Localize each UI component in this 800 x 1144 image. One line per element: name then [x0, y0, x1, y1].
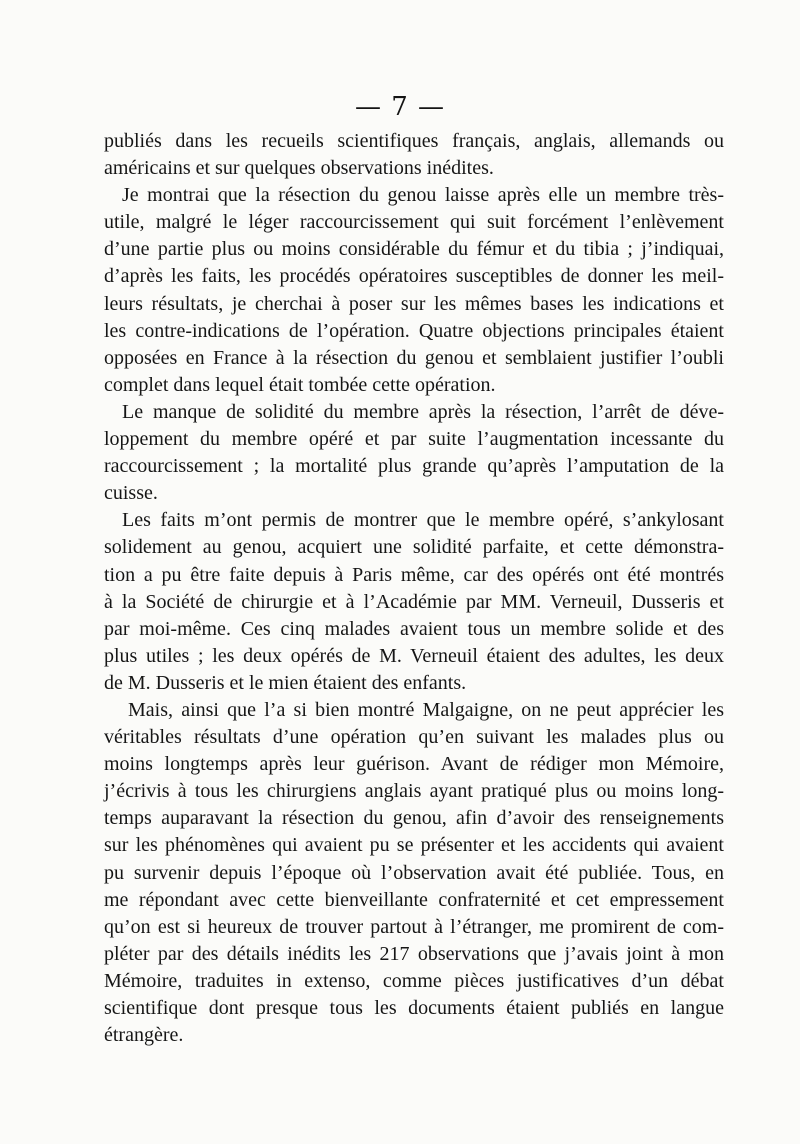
text-line: véritables résultats d’une opération qu’en suivant les malades plus ou [104, 726, 724, 749]
text-line: raccourcissement ; la mortalité plus grande qu’après l’amputation de la [104, 455, 724, 478]
text-line: me répondant avec cette bienveillante confraternité et cet empressement [104, 888, 724, 911]
text-line: j’écrivis à tous les chirurgiens anglais ayant pratiqué plus ou moins long- [104, 780, 724, 803]
text-line: Les faits m’ont permis de montrer que le membre opéré, s’ankylosant [122, 509, 724, 532]
text-line: utile, malgré le léger raccourcissement qui suit forcément l’enlèvement [104, 211, 724, 234]
text-line: temps auparavant la résection du genou, afin d’avoir des renseignements [104, 807, 724, 830]
text-line: plus utiles ; les deux opérés de M. Verneuil étaient des adultes, les deux [104, 644, 724, 667]
text-line: par moi-même. Ces cinq malades avaient tous un membre solide et des [104, 617, 724, 640]
text-line: Mais, ainsi que l’a si bien montré Malgaigne, on ne peut apprécier les [128, 698, 724, 721]
body-text [104, 128, 724, 1049]
text-line: pléter par des détails inédits les 217 observations que j’avais joint à mon [104, 942, 724, 965]
text-line: d’après les faits, les procédés opératoires susceptibles de donner les meil- [104, 265, 724, 288]
text-line: tion a pu être faite depuis à Paris même, car des opérés ont été montrés [104, 563, 724, 586]
page-number: — 7 — [354, 92, 446, 122]
text-line: de M. Dusseris et le mien étaient des enfants. [104, 671, 467, 694]
text-line: complet dans lequel était tombée cette opération. [104, 373, 496, 396]
text-line: qu’on est si heureux de trouver partout à l’étranger, me promirent de com- [104, 915, 724, 938]
text-line: américains et sur quelques observations inédites. [104, 157, 494, 180]
text-line: sur les phénomènes qui avaient pu se présenter et les accidents qui avaient [104, 834, 724, 857]
text-line: à la Société de chirurgie et à l’Académie par MM. Verneuil, Dusseris et [104, 590, 724, 613]
text-line: leurs résultats, je cherchai à poser sur les mêmes bases les indications et [104, 292, 724, 315]
text-line: loppement du membre opéré et par suite l’augmentation incessante du [104, 428, 724, 451]
text-line: publiés dans les recueils scientifiques français, anglais, allemands ou [104, 130, 724, 152]
text-line: solidement au genou, acquiert une solidité parfaite, et cette démonstra- [104, 536, 724, 559]
text-line: pu survenir depuis l’époque où l’observation avait été publiée. Tous, en [104, 861, 724, 884]
text-line: cuisse. [104, 482, 158, 505]
text-line: opposées en France à la résection du genou et semblaient justifier l’oubli [104, 346, 724, 369]
text-line: Le manque de solidité du membre après la résection, l’arrêt de déve- [122, 400, 724, 423]
text-line: scientifique dont presque tous les documents étaient publiés en langue [104, 997, 724, 1019]
text-line: étrangère. [104, 1024, 184, 1047]
text-line: Mémoire, traduites in extenso, comme pièces justificatives d’un débat [104, 969, 724, 992]
text-line: les contre-indications de l’opération. Quatre objections principales étaient [104, 319, 724, 342]
text-line: moins longtemps après leur guérison. Avant de rédiger mon Mémoire, [104, 753, 724, 776]
text-line: d’une partie plus ou moins considérable du fémur et du tibia ; j’indiquai, [104, 238, 724, 261]
text-line: Je montrai que la résection du genou laisse après elle un membre très- [122, 184, 724, 207]
